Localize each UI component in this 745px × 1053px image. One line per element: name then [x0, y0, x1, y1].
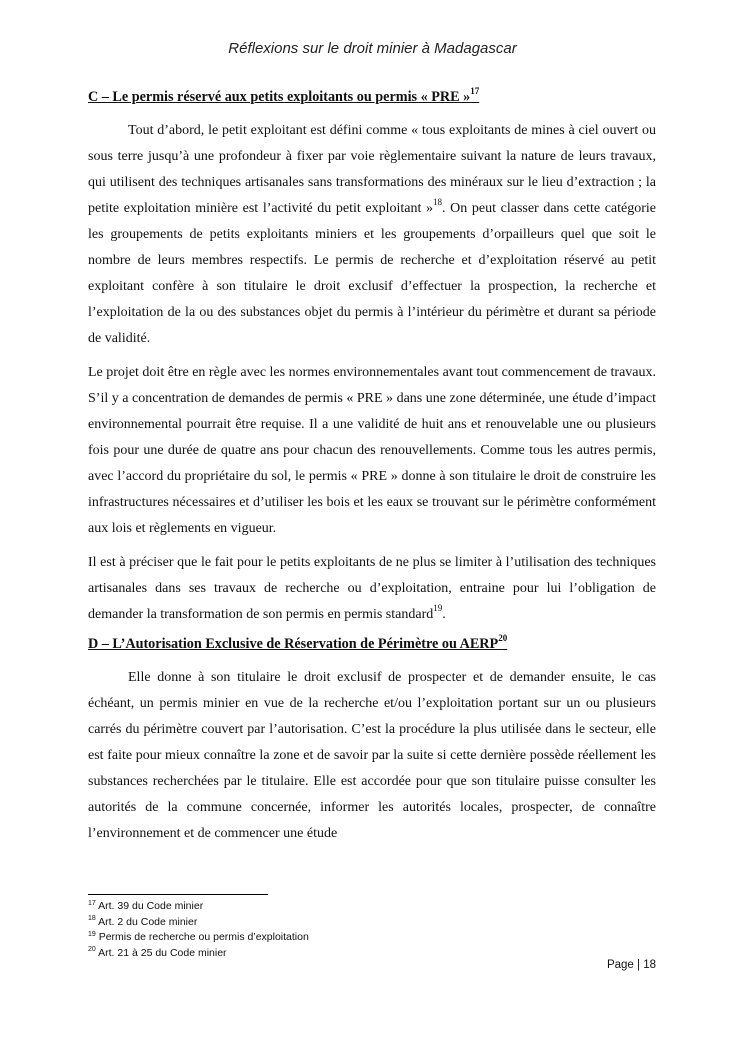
page-number: Page | 18 [606, 959, 656, 971]
footnote-item [88, 946, 648, 962]
footnote-number: 18 [88, 915, 96, 922]
footnote-item [88, 899, 648, 915]
footnote-ref-17[interactable]: 17 [470, 86, 480, 97]
section-c-paragraph-2: Le projet doit être en règle avec les normes environnementales avant tout commencement de travaux. S’il y a concentration de demandes de permis « PRE » dans une zone déterminée, une étude d’impact environnemental pourrait être requise. Il a une validité de huit ans et renouvelable une ou plusieurs fois pour une durée de quatre ans pour chacun des renouvellements. Comme tous les autres permis, avec l’accord du propriétaire du sol, le permis « PRE » donne à son titulaire le droit de construire les infrastructures nécessaires et d’utiliser les bois et les eaux se trouvant sur le périmètre conformément aux lois et règlements en vigueur. [88, 365, 656, 536]
footnote-number: 17 [88, 899, 96, 907]
section-c-heading-text: C – Le permis réservé aux petits exploitants ou permis « PRE » [88, 89, 471, 105]
footnote-text: Art. 21 à 25 du Code minier [98, 946, 227, 959]
footnote-ref-18[interactable]: 18 [433, 197, 442, 208]
section-c-paragraph-3 [88, 550, 656, 628]
footnote-text: Art. 39 du Code minier [98, 900, 204, 912]
running-header: Réflexions sur le droit minier à Madagascar [228, 40, 517, 57]
footnote-separator [88, 894, 268, 895]
footnote-number: 20 [88, 946, 96, 953]
footnote-ref-20[interactable]: 20 [498, 633, 508, 644]
page-body [88, 87, 656, 847]
footnote-number: 19 [88, 930, 96, 938]
footnote-text: Permis de recherche ou permis d’exploitation [98, 931, 309, 943]
section-c-paragraph-1 [88, 118, 656, 352]
section-d-heading-text: D – L’Autorisation Exclusive de Réservation de Périmètre ou AERP [88, 636, 499, 652]
section-c-p3-part-a: Il est à préciser que le fait pour le petits exploitants de ne plus se limiter à l’utilisation des techniques artisanales dans ses travaux de recherche ou d’exploitation, entraine pour lui l’obligation de demander la transformation de son permis en permis standard [88, 555, 656, 622]
footnote-text: Art. 2 du Code minier [98, 915, 198, 928]
section-c-p3-part-b: . [442, 607, 446, 622]
section-d-paragraph-1: Elle donne à son titulaire le droit exclusif de prospecter et de demander ensuite, le cas échéant, un permis minier en vue de la recherche et/ou l’exploitation portant sur un ou plusieurs carrés du périmètre couvert par l’autorisation. C’est la procédure la plus utilisée dans le secteur, elle est faite pour mieux connaître la zone et de savoir par la suite si cette dernière possède réellement les substances recherchées par le titulaire. Elle est accordée pour que son titulaire puisse consulter les autorités de la commune concernée, informer les autorités locales, prospecter, de connaître l’environnement et de commencer une étude [88, 670, 656, 841]
section-c-p1-part-a: Tout d’abord, le petit exploitant est défini comme « tous exploitants de mines à ciel ouvert ou sous terre jusqu’à une profondeur à fixer par voie règlementaire suivant la nature de leurs travaux, qui utilisent des techniques artisanales sans transformations des minéraux sur le lieu d’extraction ; la petite exploitation minière est l’activité du petit exploitant » [88, 123, 656, 216]
footnote-item [88, 930, 648, 946]
footnotes [88, 899, 648, 961]
section-c-p1-part-b: . On peut classer dans cette catégorie les groupements de petits exploitants miniers et les groupements d’orpailleurs quel que soit le nombre de leurs membres respectifs. Le permis de recherche et d’exploitation réservé au petit exploitant confère à son titulaire le droit exclusif d’effectuer la prospection, la recherche et l’exploitation de la ou des substances objet du permis à l’intérieur du périmètre et durant sa période de validité. [88, 201, 657, 346]
footnote-item [88, 915, 648, 931]
section-d-heading [88, 634, 656, 654]
section-c-heading [88, 87, 656, 107]
footnote-ref-19[interactable]: 19 [433, 603, 443, 614]
